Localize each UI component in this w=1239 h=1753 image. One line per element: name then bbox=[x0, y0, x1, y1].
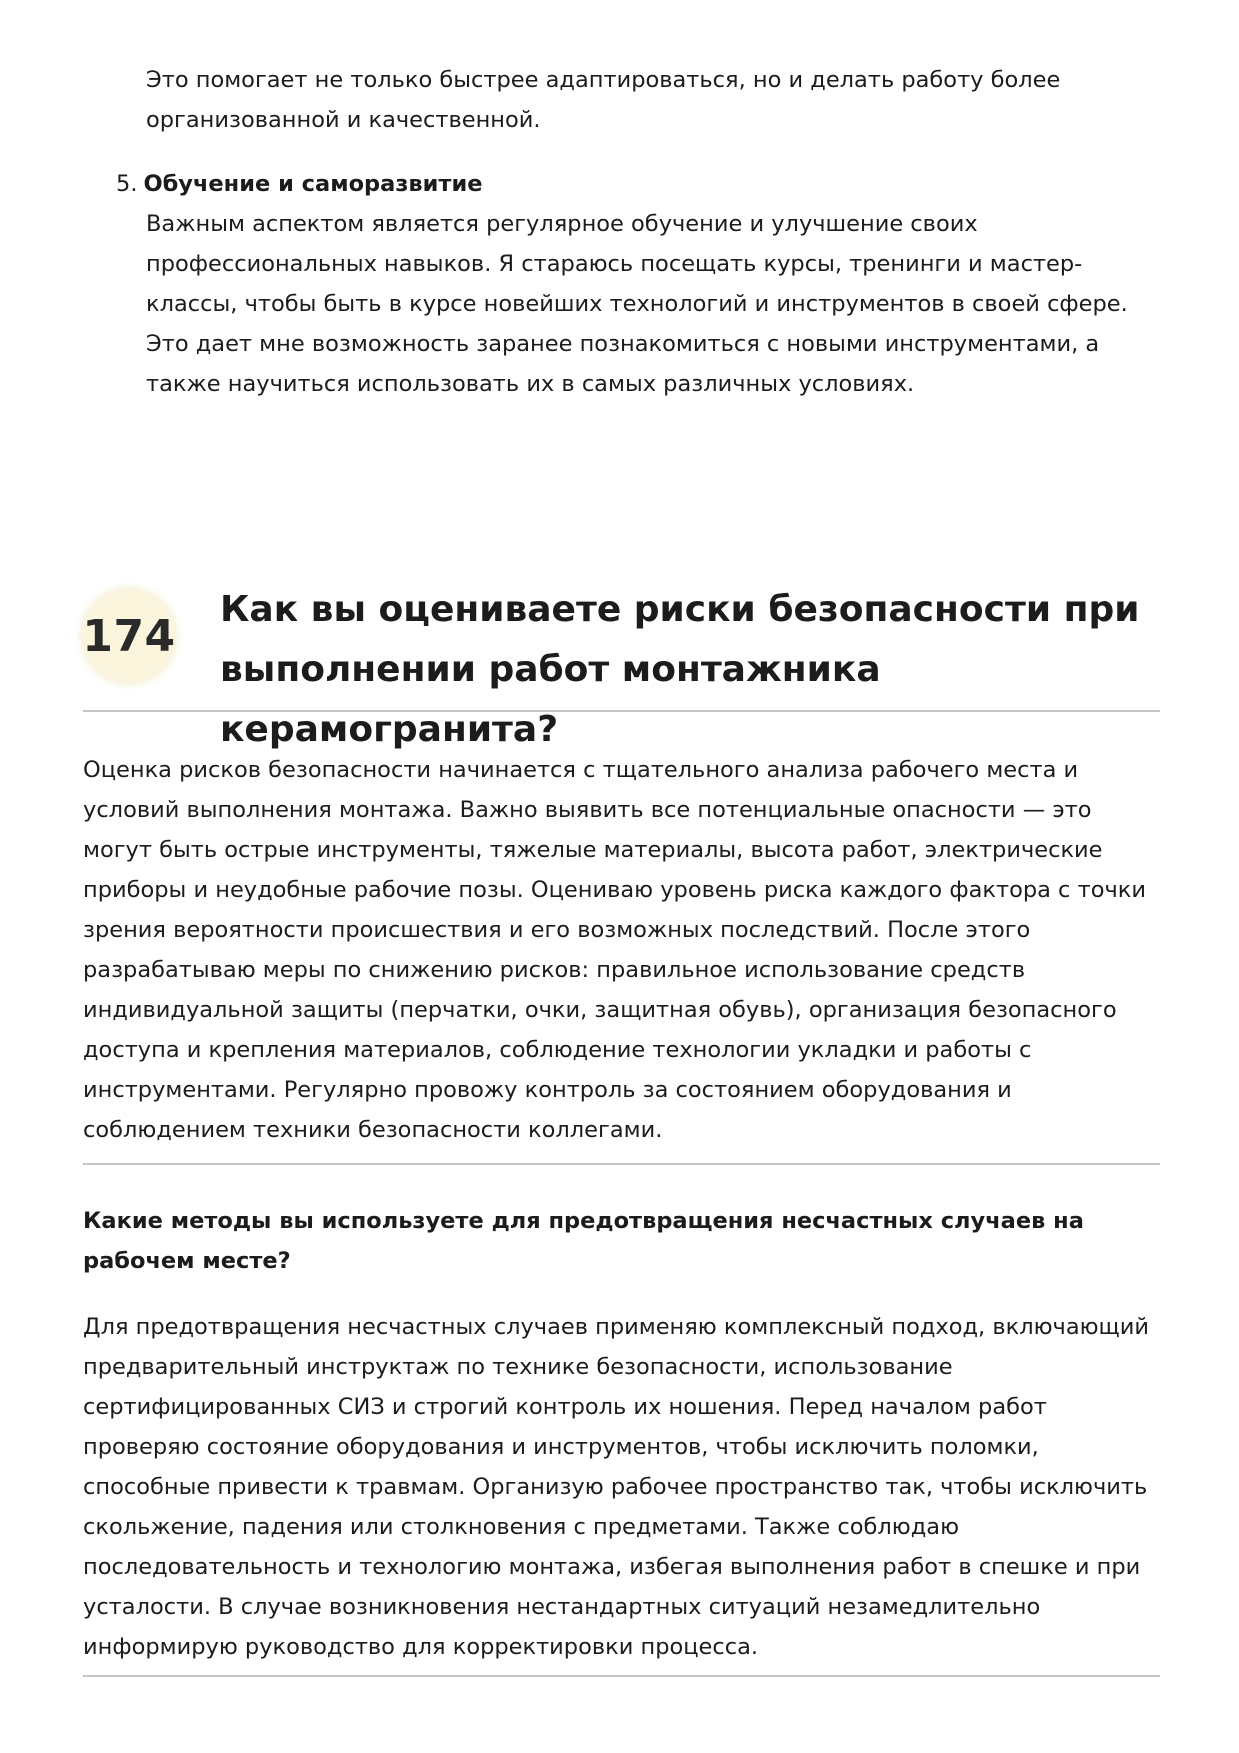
follow-up-question: Какие методы вы используете для предотвращения несчастных случаев на рабочем месте? bbox=[83, 1208, 1084, 1274]
section-divider bbox=[83, 1163, 1160, 1165]
list-item-title: Обучение и саморазвитие bbox=[143, 171, 483, 197]
continuation-paragraph: Это помогает не только быстрее адаптироваться, но и делать работу более организованной и качественной. bbox=[146, 67, 1061, 133]
list-item-body: Важным аспектом является регулярное обучение и улучшение своих профессиональных навыков. Я стараюсь посещать курсы, тренинги и мастер-классы, чтобы быть в курсе новейших технологий и инструментов в своей сфере. Это дает мне возможность заранее познакомиться с новыми инструментами, а также научиться использовать их в самых различных условиях. bbox=[146, 211, 1128, 397]
question-title: Как вы оцениваете риски безопасности при выполнении работ монтажника керамогранита? bbox=[220, 589, 1140, 750]
list-item-number: 5. bbox=[116, 171, 138, 197]
follow-up-answer: Для предотвращения несчастных случаев применяю комплексный подход, включающий предварительный инструктаж по технике безопасности, использование сертифицированных СИЗ и строгий контроль их ношения. Перед началом работ проверяю состояние оборудования и инструментов, чтобы исключить поломки, способные привести к травмам. Организую рабочее пространство так, чтобы исключить скольжение, падения или столкновения с предметами. Также соблюдаю последовательность и технологию монтажа, избегая выполнения работ в спешке и при усталости. В случае возникновения нестандартных ситуаций незамедлительно информирую руководство для корректировки процесса. bbox=[83, 1314, 1149, 1660]
question-header bbox=[82, 580, 1160, 750]
answer-paragraph: Оценка рисков безопасности начинается с тщательного анализа рабочего места и условий выполнения монтажа. Важно выявить все потенциальные опасности — это могут быть острые инструменты, тяжелые материалы, высота работ, электрические приборы и неудобные рабочие позы. Оцениваю уровень риска каждого фактора с точки зрения вероятности происшествия и его возможных последствий. После этого разрабатываю меры по снижению рисков: правильное использование средств индивидуальной защиты (перчатки, очки, защитная обувь), организация безопасного доступа и крепления материалов, соблюдение технологии укладки и работы с инструментами. Регулярно провожу контроль за состоянием оборудования и соблюдением техники безопасности коллегами. bbox=[83, 757, 1146, 1143]
list-item-heading bbox=[116, 164, 1166, 204]
question-number-badge bbox=[83, 590, 175, 682]
question-number: 174 bbox=[82, 610, 176, 662]
list-item bbox=[116, 164, 1166, 404]
section-divider-bottom bbox=[83, 1675, 1160, 1677]
